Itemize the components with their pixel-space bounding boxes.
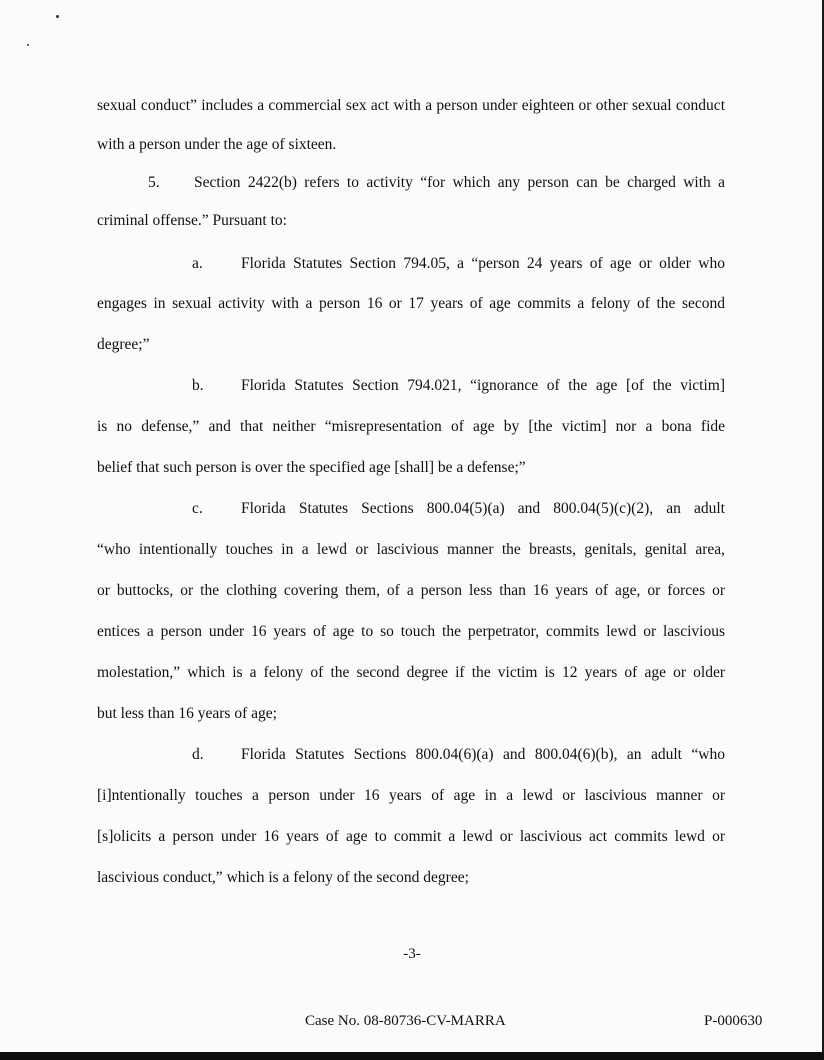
body-line: [s]olicits a person under 16 years of age to commit a lewd or lascivious act commits lewd or [97, 828, 725, 845]
body-line: is no defense,” and that neither “misrepresentation of age by [the victim] nor a bona fide [97, 418, 725, 435]
body-line: sexual conduct” includes a commercial sex act with a person under eighteen or other sexual conduct [97, 97, 725, 114]
body-line: degree;” [97, 336, 150, 353]
bates-number: P-000630 [704, 1013, 763, 1029]
case-number: Case No. 08-80736-CV-MARRA [305, 1013, 506, 1029]
page-number: -3- [403, 946, 421, 962]
scan-speck [27, 44, 29, 46]
body-line: engages in sexual activity with a person 16 or 17 years of age commits a felony of the second [97, 295, 725, 312]
body-line: or buttocks, or the clothing covering them, of a person less than 16 years of age, or forces or [97, 582, 725, 599]
body-line: lascivious conduct,” which is a felony of the second degree; [97, 869, 469, 886]
item-letter: b. [192, 377, 204, 394]
body-line: Florida Statutes Sections 800.04(6)(a) and 800.04(6)(b), an adult “who [241, 746, 725, 763]
item-letter: d. [192, 746, 204, 763]
body-line: entices a person under 16 years of age to so touch the perpetrator, commits lewd or lascivious [97, 623, 725, 640]
item-letter: c. [192, 500, 203, 517]
body-line: “who intentionally touches in a lewd or lascivious manner the breasts, genitals, genital area, [97, 541, 725, 558]
body-line: Florida Statutes Section 794.05, a “person 24 years of age or older who [241, 255, 725, 272]
scan-edge-bottom [0, 1052, 824, 1060]
body-line: criminal offense.” Pursuant to: [97, 212, 287, 229]
body-line: with a person under the age of sixteen. [97, 136, 337, 153]
body-line: Section 2422(b) refers to activity “for which any person can be charged with a [194, 174, 725, 191]
body-line: but less than 16 years of age; [97, 705, 277, 722]
body-line: Florida Statutes Section 794.021, “ignorance of the age [of the victim] [241, 377, 725, 394]
body-line: belief that such person is over the specified age [shall] be a defense;” [97, 459, 526, 476]
item-letter: a. [192, 255, 203, 272]
body-line: molestation,” which is a felony of the second degree if the victim is 12 years of age or older [97, 664, 725, 681]
body-line: Florida Statutes Sections 800.04(5)(a) and 800.04(5)(c)(2), an adult [241, 500, 725, 517]
scan-speck [56, 15, 59, 18]
paragraph-number: 5. [148, 174, 160, 191]
body-line: [i]ntentionally touches a person under 16 years of age in a lewd or lascivious manner or [97, 787, 725, 804]
